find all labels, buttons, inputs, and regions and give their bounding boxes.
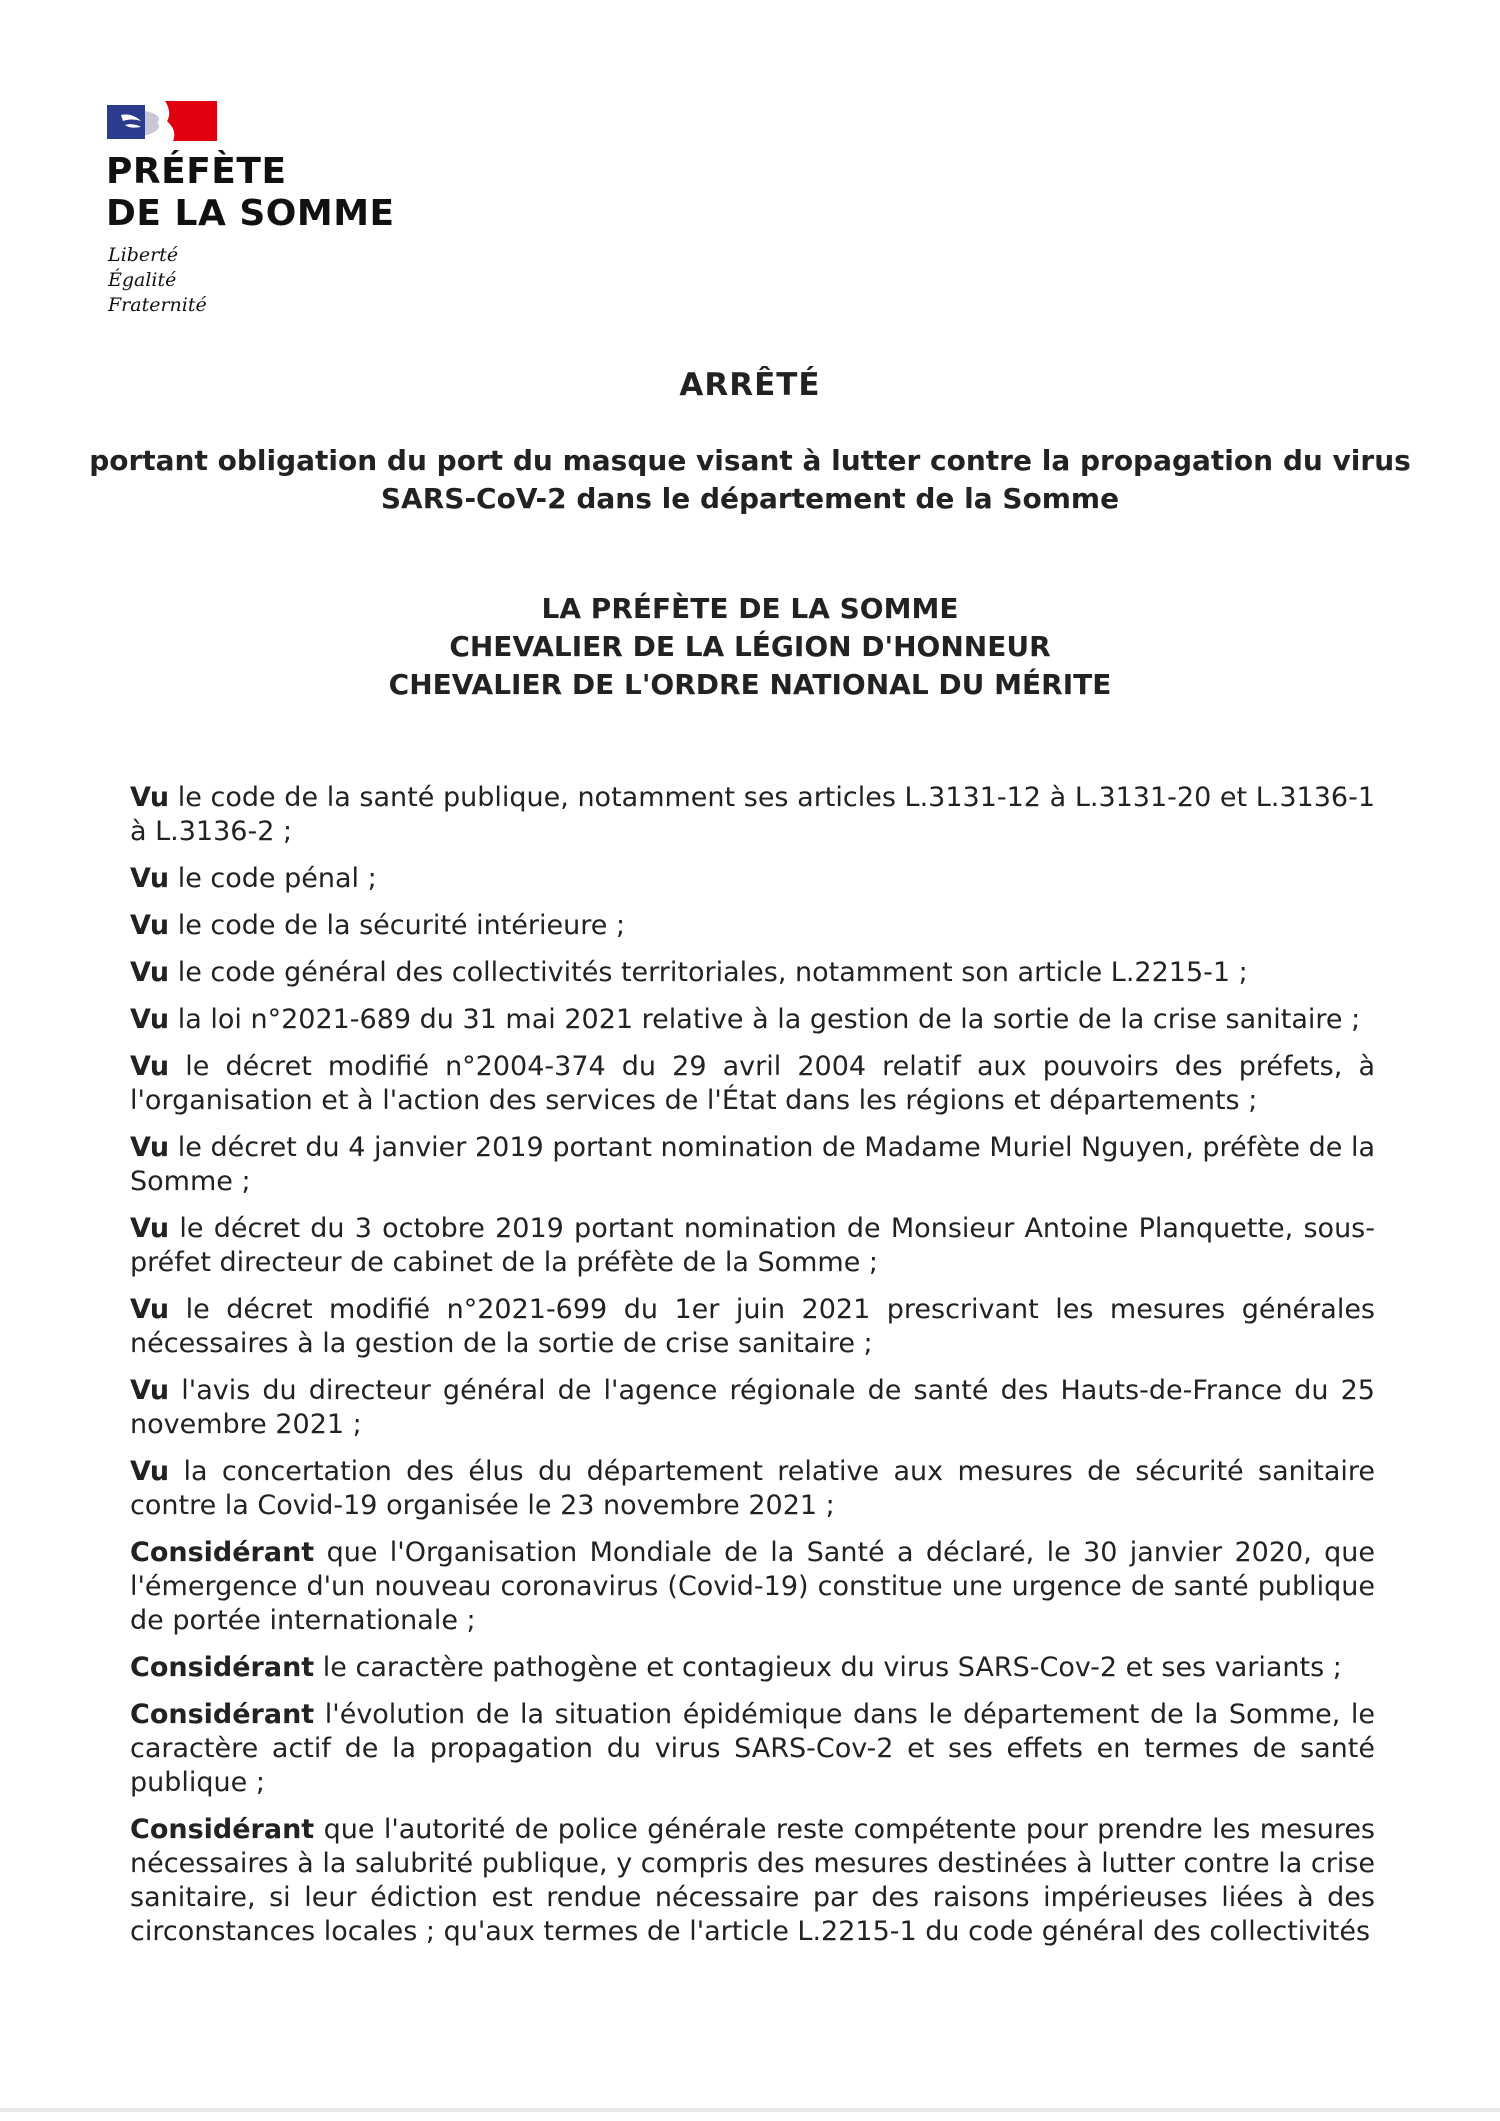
authority-line2: DE LA SOMME — [106, 193, 395, 234]
paragraph-text: le code général des collectivités territoriales, notamment son article L.2215-1 ; — [169, 957, 1248, 988]
paragraph — [130, 909, 1375, 943]
paragraph — [130, 1003, 1375, 1037]
paragraph-lead: Vu — [130, 1051, 170, 1082]
paragraph-text: le décret du 4 janvier 2019 portant nomination de Madame Muriel Nguyen, préfète de la Somme ; — [130, 1132, 1375, 1197]
paragraph — [130, 1212, 1375, 1280]
paragraph-lead: Considérant — [130, 1699, 315, 1730]
motto-liberte: Liberté — [108, 244, 179, 266]
paragraph-lead: Vu — [130, 1375, 170, 1406]
paragraph-text: le code de la sécurité intérieure ; — [169, 910, 626, 941]
paragraph — [130, 781, 1375, 849]
paragraph — [130, 1050, 1375, 1118]
prefect-title-line3: CHEVALIER DE L'ORDRE NATIONAL DU MÉRITE — [388, 668, 1112, 701]
marianne-logo-icon — [107, 101, 217, 141]
paragraph-text: l'évolution de la situation épidémique dans le département de la Somme, le caractère actif de la propagation du virus SARS-Cov-2 et ses effets en termes de santé publique ; — [130, 1699, 1375, 1798]
subtitle-line1: portant obligation du port du masque visant à lutter contre la propagation du virus — [89, 444, 1411, 477]
document-subtitle — [0, 442, 1500, 518]
paragraph-lead: Considérant — [130, 1537, 315, 1568]
paragraph-lead: Vu — [130, 957, 170, 988]
paragraph — [130, 1131, 1375, 1199]
paragraph-lead: Vu — [130, 863, 170, 894]
motto-egalite: Égalité — [108, 269, 177, 291]
paragraph-lead: Considérant — [130, 1652, 315, 1683]
paragraph-text: que l'autorité de police générale reste compétente pour prendre les mesures nécessaires à la salubrité publique, y compris des mesures destinées à lutter contre la crise sanitaire, si leur édiction est rendue nécessaire par des raisons impérieuses liées à des circonstances locales ; qu'aux termes de l'article L.2215-1 du code général des collectivités — [130, 1814, 1375, 1947]
paragraph-lead: Vu — [130, 1456, 170, 1487]
paragraph — [130, 1455, 1375, 1523]
paragraph — [130, 956, 1375, 990]
paragraph — [130, 862, 1375, 896]
motto-fraternite: Fraternité — [108, 294, 207, 316]
paragraph-lead: Vu — [130, 1004, 170, 1035]
paragraph-text: l'avis du directeur général de l'agence régionale de santé des Hauts-de-France du 25 novembre 2021 ; — [130, 1375, 1375, 1440]
paragraph-text: la concertation des élus du département relative aux mesures de sécurité sanitaire contre la Covid-19 organisée le 23 novembre 2021 ; — [130, 1456, 1375, 1521]
issuing-authority — [106, 151, 395, 235]
paragraph-text: le décret du 3 octobre 2019 portant nomination de Monsieur Antoine Planquette, sous-préfet directeur de cabinet de la préfète de la Somme ; — [130, 1213, 1375, 1278]
prefect-titles — [0, 590, 1500, 704]
prefect-title-line1: LA PRÉFÈTE DE LA SOMME — [541, 592, 959, 625]
document-title: ARRÊTÉ — [679, 367, 821, 403]
paragraph — [130, 1536, 1375, 1638]
republic-motto — [108, 243, 207, 318]
paragraph — [130, 1698, 1375, 1800]
paragraph — [130, 1651, 1375, 1685]
paragraph-lead: Vu — [130, 1294, 170, 1325]
paragraph-lead: Considérant — [130, 1814, 315, 1845]
authority-line1: PRÉFÈTE — [106, 151, 287, 192]
page-bottom-edge — [0, 2108, 1500, 2112]
paragraph-text: le code pénal ; — [169, 863, 377, 894]
paragraph-lead: Vu — [130, 910, 170, 941]
paragraph-lead: Vu — [130, 782, 170, 813]
paragraph-lead: Vu — [130, 1213, 170, 1244]
paragraph-lead: Vu — [130, 1132, 170, 1163]
paragraph — [130, 1293, 1375, 1361]
prefect-title-line2: CHEVALIER DE LA LÉGION D'HONNEUR — [449, 630, 1051, 663]
paragraph-text: le décret modifié n°2004-374 du 29 avril 2004 relatif aux pouvoirs des préfets, à l'organisation et à l'action des services de l'État dans les régions et départements ; — [130, 1051, 1375, 1116]
paragraph-text: le caractère pathogène et contagieux du virus SARS-Cov-2 et ses variants ; — [314, 1652, 1342, 1683]
paragraph — [130, 1813, 1375, 1949]
paragraph-text: le code de la santé publique, notamment ses articles L.3131-12 à L.3131-20 et L.3136-1 à L.3136-2 ; — [130, 782, 1375, 847]
paragraph-text: la loi n°2021-689 du 31 mai 2021 relative à la gestion de la sortie de la crise sanitaire ; — [169, 1004, 1361, 1035]
paragraph-text: le décret modifié n°2021-699 du 1er juin 2021 prescrivant les mesures générales nécessaires à la gestion de la sortie de crise sanitaire ; — [130, 1294, 1375, 1359]
paragraph — [130, 1374, 1375, 1442]
document-body — [130, 781, 1375, 1962]
paragraph-text: que l'Organisation Mondiale de la Santé a déclaré, le 30 janvier 2020, que l'émergence d'un nouveau coronavirus (Covid-19) constitue une urgence de santé publique de portée internationale ; — [130, 1537, 1375, 1636]
subtitle-line2: SARS-CoV-2 dans le département de la Somme — [380, 482, 1120, 515]
